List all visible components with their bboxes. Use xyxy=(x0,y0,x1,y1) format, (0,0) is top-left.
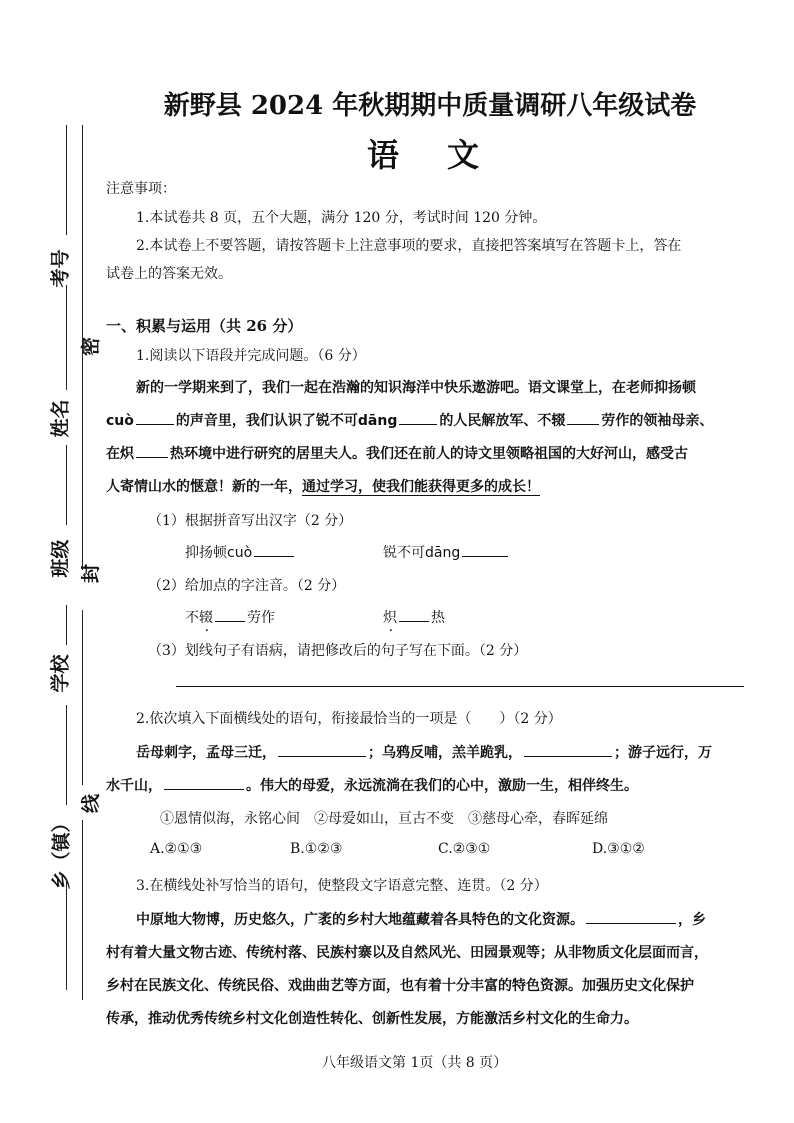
q1-sub1-item-a: 抑扬顿cuò xyxy=(185,542,296,562)
exam-title: 新野县 2024 年秋期期中质量调研八年级试卷 xyxy=(163,91,697,121)
notice-item-2: 2.本试卷上不要答题，请按答题卡上注意事项的要求，直接把答案填写在答题卡上，答在 xyxy=(136,238,682,254)
q2-option-b[interactable]: B.①②③ xyxy=(290,841,343,857)
q1-passage-line-2: cuò 的声音里，我们认识了锐不可dāng 的人民解放军、不辍 劳作的领袖母亲、 xyxy=(106,410,713,430)
blank-cuo[interactable] xyxy=(136,410,174,425)
pinyin-cuo: cuò xyxy=(106,413,134,429)
blank-dang[interactable] xyxy=(399,410,437,425)
notice-item-1: 1.本试卷共 8 页，五个大题，满分 120 分，考试时间 120 分钟。 xyxy=(136,210,547,226)
q1-sub3: （3）划线句子有语病，请把修改后的句子写在下面。（2 分） xyxy=(148,643,528,659)
q3-passage-line-3: 乡村在民族文化、传统民俗、戏曲曲艺等方面，也有着十分丰富的特色资源。加强历史文化保护 xyxy=(106,978,694,994)
q2-stem: 2.依次填入下面横线处的语句，衔接最恰当的一项是（ ）（2 分） xyxy=(136,711,562,727)
q3-passage-line-2: 村有着大量文物古迹、传统村落、民族村寨以及自然风光、田园景观等；从非物质文化层面而言， xyxy=(106,945,708,961)
q2-option-a[interactable]: A.②①③ xyxy=(150,841,203,857)
class-field[interactable] xyxy=(66,445,67,525)
school-field[interactable] xyxy=(66,605,67,645)
answer-chi[interactable] xyxy=(399,607,429,622)
exam-number-label: 考号 xyxy=(49,249,72,288)
binding-line-middle xyxy=(82,375,83,570)
page-footer: 八年级语文第 1页（共 8 页） xyxy=(322,1055,508,1071)
q1-sub2-item-b: 炽 热 xyxy=(383,607,445,627)
blank-chi[interactable] xyxy=(136,443,168,458)
binding-line-lower xyxy=(82,610,83,785)
seal-mi-label: 密 xyxy=(80,336,103,357)
notice-item-2-cont: 试卷上的答案无效。 xyxy=(106,266,232,282)
answer-dang[interactable] xyxy=(462,542,508,557)
q1-stem: 1.阅读以下语段并完成问题。（6 分） xyxy=(136,348,366,364)
q1-passage-line-1: 新的一学期来到了，我们一起在浩瀚的知识海洋中快乐遨游吧。语文课堂上，在老师抑扬顿 xyxy=(136,380,696,396)
q2-option-c[interactable]: C.②③① xyxy=(438,841,491,857)
q3-passage-line-1: 中原地大物博，历史悠久，广袤的乡村大地蕴藏着各具特色的文化资源。 ，乡 xyxy=(136,909,706,929)
q2-blank-2[interactable] xyxy=(524,742,612,757)
q1-passage-line-4: 人寄情山水的惬意！新的一年，通过学习，使我们能获得更多的成长！ xyxy=(106,479,540,495)
answer-chuo[interactable] xyxy=(215,607,245,622)
pinyin-dang: dāng xyxy=(357,413,398,429)
q3-passage-line-4: 传承，推动优秀传统乡村文化创造性转化、创新性发展，方能激活乡村文化的生命力。 xyxy=(106,1011,638,1027)
subject-title: 语文 xyxy=(367,136,528,174)
q3-stem: 3.在横线处补写恰当的语句，使整段文字语意完整、连贯。（2 分） xyxy=(136,878,548,894)
school-label: 学校 xyxy=(49,654,72,693)
section-heading: 一、积累与运用（共 26 分） xyxy=(106,317,303,335)
answer-cuo[interactable] xyxy=(254,542,294,557)
q1-sub2: （2）给加点的字注音。（2 分） xyxy=(148,578,346,594)
faulty-sentence: 通过学习，使我们能获得更多的成长！ xyxy=(302,479,540,495)
q2-passage-line-2: 水千山， 。伟大的母爱，永远流淌在我们的心中，激励一生，相伴终生。 xyxy=(106,775,638,795)
q1-sub1: （1）根据拼音写出汉字（2 分） xyxy=(148,513,353,529)
q2-blank-3[interactable] xyxy=(164,775,244,790)
q2-option-d[interactable]: D.③①② xyxy=(592,841,645,857)
name-field[interactable] xyxy=(66,285,67,390)
dotted-char-chuo: 辍 xyxy=(199,610,213,626)
q1-sub1-item-b: 锐不可dāng xyxy=(383,542,510,562)
township-label: 乡（镇） xyxy=(50,813,73,890)
q1-passage-line-3: 在炽 热环境中进行研究的居里夫人。我们还在前人的诗文里领略祖国的大好河山，感受古 xyxy=(106,443,688,463)
seal-feng-label: 封 xyxy=(80,563,103,584)
q3-blank[interactable] xyxy=(586,909,676,924)
township-field-lower[interactable] xyxy=(66,880,67,990)
q2-passage-line-1: 岳母刺字，孟母三迁， ；乌鸦反哺，羔羊跪乳， ；游子远行，万 xyxy=(136,742,712,762)
binding-line-bottom xyxy=(82,820,83,1000)
notice-heading: 注意事项： xyxy=(106,181,176,197)
exam-number-field[interactable] xyxy=(66,125,67,235)
township-field[interactable] xyxy=(66,705,67,805)
q2-choices: ①恩情似海，永铭心间 ②母爱如山，亘古不变 ③慈母心牵，春晖延绵 xyxy=(160,811,608,827)
q2-blank-1[interactable] xyxy=(278,742,366,757)
q1-sub2-item-a: 不辍 劳作 xyxy=(185,607,275,627)
blank-chuo[interactable] xyxy=(567,410,599,425)
name-label: 姓名 xyxy=(49,399,72,438)
dotted-char-chi: 炽 xyxy=(383,610,397,626)
seal-xian-label: 线 xyxy=(80,793,103,814)
q1-sub3-answer-line[interactable] xyxy=(176,686,744,687)
class-label: 班级 xyxy=(49,539,72,578)
